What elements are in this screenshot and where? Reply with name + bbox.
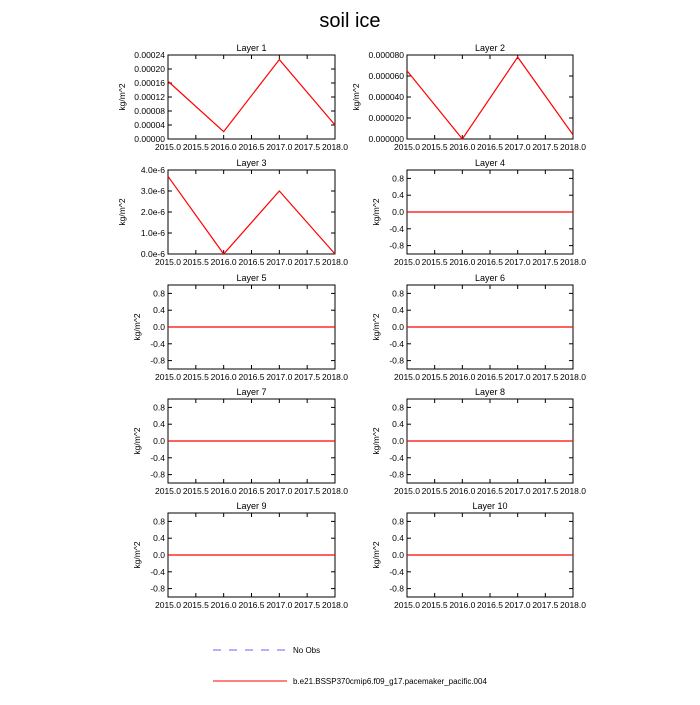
- x-tick-label: 2015.5: [183, 257, 209, 267]
- y-axis-label: kg/m^2: [351, 83, 361, 110]
- y-tick-label: 0.0: [392, 207, 404, 217]
- x-tick-label: 2017.5: [532, 257, 558, 267]
- x-tick-label: 2017.5: [532, 486, 558, 496]
- y-tick-label: 0.0: [153, 550, 165, 560]
- x-tick-label: 2017.0: [505, 372, 531, 382]
- panel-4: [371, 158, 586, 267]
- x-tick-label: 2017.5: [532, 372, 558, 382]
- y-tick-label: 4.0e-6: [141, 165, 165, 175]
- x-tick-label: 2015.5: [422, 142, 448, 152]
- panel-8: [371, 387, 586, 496]
- y-axis-label: kg/m^2: [371, 541, 381, 568]
- x-tick-label: 2015.0: [394, 600, 420, 610]
- y-tick-label: 0.8: [392, 173, 404, 183]
- y-axis-label: kg/m^2: [371, 427, 381, 454]
- y-tick-label: 0.000000: [369, 134, 405, 144]
- series-line: [168, 60, 335, 132]
- y-tick-label: 0.00020: [134, 64, 165, 74]
- x-tick-label: 2015.0: [155, 600, 181, 610]
- panel-title: Layer 4: [475, 158, 505, 168]
- y-tick-label: -0.4: [389, 339, 404, 349]
- x-tick-label: 2016.0: [449, 372, 475, 382]
- x-tick-label: 2016.0: [211, 372, 237, 382]
- series-line: [407, 57, 573, 139]
- x-tick-label: 2018.0: [560, 486, 586, 496]
- x-tick-label: 2016.0: [211, 257, 237, 267]
- y-tick-label: 0.000040: [369, 92, 405, 102]
- y-axis-label: kg/m^2: [132, 541, 142, 568]
- x-tick-label: 2016.5: [239, 257, 265, 267]
- panel-9: [132, 501, 348, 610]
- panel-3: [117, 158, 348, 267]
- panel-title: Layer 9: [236, 501, 266, 511]
- x-tick-label: 2018.0: [322, 600, 348, 610]
- x-tick-label: 2017.5: [294, 142, 320, 152]
- x-tick-label: 2016.0: [211, 600, 237, 610]
- x-tick-label: 2017.0: [266, 486, 292, 496]
- x-tick-label: 2015.0: [394, 486, 420, 496]
- chart-title: soil ice: [319, 10, 380, 32]
- x-tick-label: 2016.5: [239, 142, 265, 152]
- x-tick-label: 2017.5: [294, 486, 320, 496]
- y-tick-label: 0.8: [392, 516, 404, 526]
- y-tick-label: 0.8: [153, 288, 165, 298]
- x-tick-label: 2017.0: [505, 600, 531, 610]
- panel-1: [117, 43, 348, 152]
- y-tick-label: 0.4: [392, 305, 404, 315]
- y-tick-label: 1.0e-6: [141, 228, 165, 238]
- y-axis-label: kg/m^2: [371, 198, 381, 225]
- legend-label: No Obs: [293, 646, 320, 655]
- x-tick-label: 2017.5: [294, 372, 320, 382]
- x-tick-label: 2015.0: [155, 486, 181, 496]
- panel-title: Layer 8: [475, 387, 505, 397]
- panel-10: [371, 501, 586, 610]
- y-tick-label: 0.000060: [369, 71, 405, 81]
- panel-title: Layer 5: [236, 273, 266, 283]
- x-tick-label: 2016.0: [211, 486, 237, 496]
- y-axis-label: kg/m^2: [371, 313, 381, 340]
- y-tick-label: 0.0: [153, 322, 165, 332]
- y-axis-label: kg/m^2: [132, 313, 142, 340]
- x-tick-label: 2018.0: [322, 372, 348, 382]
- x-tick-label: 2017.0: [266, 142, 292, 152]
- panel-2: [351, 43, 586, 152]
- panel-6: [371, 273, 586, 382]
- x-tick-label: 2016.0: [449, 142, 475, 152]
- x-tick-label: 2018.0: [560, 142, 586, 152]
- x-tick-label: 2015.5: [183, 600, 209, 610]
- x-tick-label: 2018.0: [560, 600, 586, 610]
- y-tick-label: -0.4: [150, 567, 165, 577]
- x-tick-label: 2016.0: [449, 600, 475, 610]
- x-tick-label: 2018.0: [322, 142, 348, 152]
- x-tick-label: 2015.5: [183, 142, 209, 152]
- panel-title: Layer 10: [472, 501, 507, 511]
- x-tick-label: 2016.5: [477, 257, 503, 267]
- panel-5: [132, 273, 348, 382]
- y-tick-label: 0.4: [153, 419, 165, 429]
- x-tick-label: 2015.0: [394, 142, 420, 152]
- x-tick-label: 2015.0: [155, 257, 181, 267]
- y-tick-label: 0.00012: [134, 92, 165, 102]
- x-tick-label: 2016.0: [449, 486, 475, 496]
- y-tick-label: 0.00000: [134, 134, 165, 144]
- x-tick-label: 2017.0: [505, 142, 531, 152]
- x-tick-label: 2018.0: [322, 486, 348, 496]
- y-tick-label: -0.8: [389, 470, 404, 480]
- x-tick-label: 2015.0: [394, 257, 420, 267]
- y-tick-label: 0.4: [392, 190, 404, 200]
- x-tick-label: 2016.5: [477, 372, 503, 382]
- y-tick-label: 0.0: [392, 322, 404, 332]
- y-tick-label: -0.4: [150, 453, 165, 463]
- y-tick-label: 0.000080: [369, 50, 405, 60]
- y-tick-label: -0.8: [150, 584, 165, 594]
- y-tick-label: 0.0: [153, 436, 165, 446]
- y-tick-label: -0.4: [389, 567, 404, 577]
- x-tick-label: 2016.5: [239, 372, 265, 382]
- x-tick-label: 2017.0: [266, 600, 292, 610]
- legend: [213, 646, 487, 686]
- y-tick-label: -0.8: [150, 356, 165, 366]
- y-axis-label: kg/m^2: [117, 198, 127, 225]
- y-tick-label: 0.0: [392, 550, 404, 560]
- y-tick-label: -0.8: [389, 241, 404, 251]
- x-tick-label: 2017.0: [505, 486, 531, 496]
- y-tick-label: 0.0e-6: [141, 249, 165, 259]
- y-tick-label: 2.0e-6: [141, 207, 165, 217]
- y-tick-label: -0.4: [150, 339, 165, 349]
- y-tick-label: 0.8: [392, 288, 404, 298]
- legend-label: b.e21.BSSP370cmip6.f09_g17.pacemaker_pacific.004: [293, 677, 487, 686]
- panel-7: [132, 387, 348, 496]
- x-tick-label: 2015.5: [422, 372, 448, 382]
- y-tick-label: -0.4: [389, 453, 404, 463]
- y-tick-label: -0.8: [389, 356, 404, 366]
- x-tick-label: 2016.5: [239, 600, 265, 610]
- y-axis-label: kg/m^2: [117, 83, 127, 110]
- x-tick-label: 2016.0: [449, 257, 475, 267]
- x-tick-label: 2017.0: [266, 372, 292, 382]
- x-tick-label: 2017.5: [294, 600, 320, 610]
- x-tick-label: 2016.5: [477, 142, 503, 152]
- y-tick-label: 0.4: [153, 533, 165, 543]
- x-tick-label: 2015.0: [394, 372, 420, 382]
- x-tick-label: 2017.0: [505, 257, 531, 267]
- y-tick-label: -0.8: [150, 470, 165, 480]
- y-axis-label: kg/m^2: [132, 427, 142, 454]
- x-tick-label: 2018.0: [322, 257, 348, 267]
- panel-title: Layer 1: [236, 43, 266, 53]
- x-tick-label: 2017.5: [532, 600, 558, 610]
- y-tick-label: -0.4: [389, 224, 404, 234]
- y-tick-label: 0.8: [153, 516, 165, 526]
- x-tick-label: 2016.5: [239, 486, 265, 496]
- panel-title: Layer 7: [236, 387, 266, 397]
- x-tick-label: 2017.0: [266, 257, 292, 267]
- x-tick-label: 2017.5: [294, 257, 320, 267]
- x-tick-label: 2015.0: [155, 372, 181, 382]
- panel-title: Layer 2: [475, 43, 505, 53]
- x-tick-label: 2016.5: [477, 600, 503, 610]
- panel-title: Layer 6: [475, 273, 505, 283]
- x-tick-label: 2018.0: [560, 372, 586, 382]
- x-tick-label: 2015.5: [183, 486, 209, 496]
- y-tick-label: 0.8: [153, 402, 165, 412]
- y-tick-label: 0.000020: [369, 113, 405, 123]
- y-tick-label: -0.8: [389, 584, 404, 594]
- series-line: [168, 176, 335, 254]
- x-tick-label: 2015.5: [422, 486, 448, 496]
- y-tick-label: 0.00024: [134, 50, 165, 60]
- x-tick-label: 2016.5: [477, 486, 503, 496]
- y-tick-label: 0.4: [153, 305, 165, 315]
- x-tick-label: 2015.5: [422, 257, 448, 267]
- x-tick-label: 2015.5: [422, 600, 448, 610]
- plot-frame: [168, 55, 335, 139]
- panel-title: Layer 3: [236, 158, 266, 168]
- x-tick-label: 2015.0: [155, 142, 181, 152]
- x-tick-label: 2016.0: [211, 142, 237, 152]
- y-tick-label: 0.8: [392, 402, 404, 412]
- x-tick-label: 2018.0: [560, 257, 586, 267]
- y-tick-label: 0.0: [392, 436, 404, 446]
- y-tick-label: 0.00004: [134, 120, 165, 130]
- y-tick-label: 0.4: [392, 419, 404, 429]
- y-tick-label: 3.0e-6: [141, 186, 165, 196]
- y-tick-label: 0.4: [392, 533, 404, 543]
- x-tick-label: 2017.5: [532, 142, 558, 152]
- y-tick-label: 0.00008: [134, 106, 165, 116]
- x-tick-label: 2015.5: [183, 372, 209, 382]
- y-tick-label: 0.00016: [134, 78, 165, 88]
